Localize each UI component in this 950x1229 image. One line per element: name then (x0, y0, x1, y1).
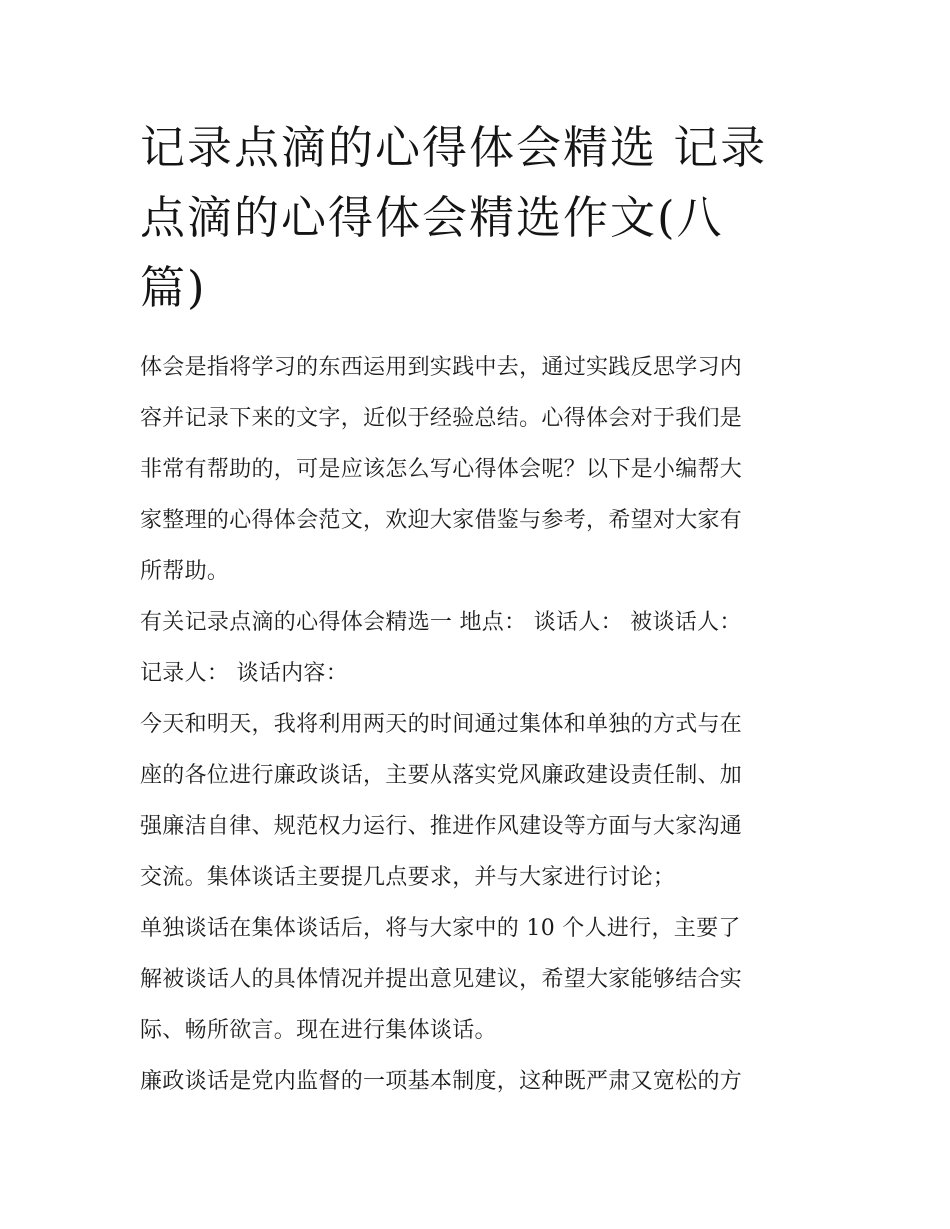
text-line: 交流。集体谈话主要提几点要求，并与大家进行讨论； (140, 865, 676, 890)
text-line: 家整理的心得体会范文，欢迎大家借鉴与参考，希望对大家有 (140, 508, 743, 533)
intro-paragraph (140, 342, 812, 597)
text-line: 容并记录下来的文字，近似于经验总结。心得体会对于我们是 (140, 406, 743, 431)
text-line: 今天和明天，我将利用两天的时间通过集体和单独的方式与在 (140, 712, 743, 737)
text-line: 廉政谈话是党内监督的一项基本制度，这种既严肃又宽松的方 (140, 1069, 743, 1094)
text-line: 解被谈话人的具体情况并提出意见建议，希望大家能够结合实 (140, 967, 743, 992)
text-line: 有关记录点滴的心得体会精选一 地点： 谈话人： 被谈话人： (140, 610, 742, 635)
text-line: 记录人： 谈话内容： (140, 661, 348, 686)
body-paragraph (140, 903, 812, 1056)
text-line: 单独谈话在集体谈话后，将与大家中的 10 个人进行，主要了 (140, 916, 741, 941)
document-body (140, 113, 812, 1107)
body-paragraph (140, 1056, 812, 1107)
section-heading-paragraph (140, 597, 812, 699)
title-line: 记录点滴的心得体会精选 记录 (140, 121, 768, 174)
title-line: 点滴的心得体会精选作文(八 (140, 191, 724, 244)
body-paragraph (140, 699, 812, 903)
text-line: 体会是指将学习的东西运用到实践中去，通过实践反思学习内 (140, 355, 743, 380)
title-line: 篇) (140, 261, 207, 314)
text-line: 非常有帮助的，可是应该怎么写心得体会呢？以下是小编帮大 (140, 457, 743, 482)
text-line: 际、畅所欲言。现在进行集体谈话。 (140, 1018, 497, 1043)
text-line: 座的各位进行廉政谈话，主要从落实党风廉政建设责任制、加 (140, 763, 743, 788)
text-line: 强廉洁自律、规范权力运行、推进作风建设等方面与大家沟通 (140, 814, 743, 839)
document-title (140, 113, 812, 323)
text-line: 所帮助。 (140, 559, 230, 584)
